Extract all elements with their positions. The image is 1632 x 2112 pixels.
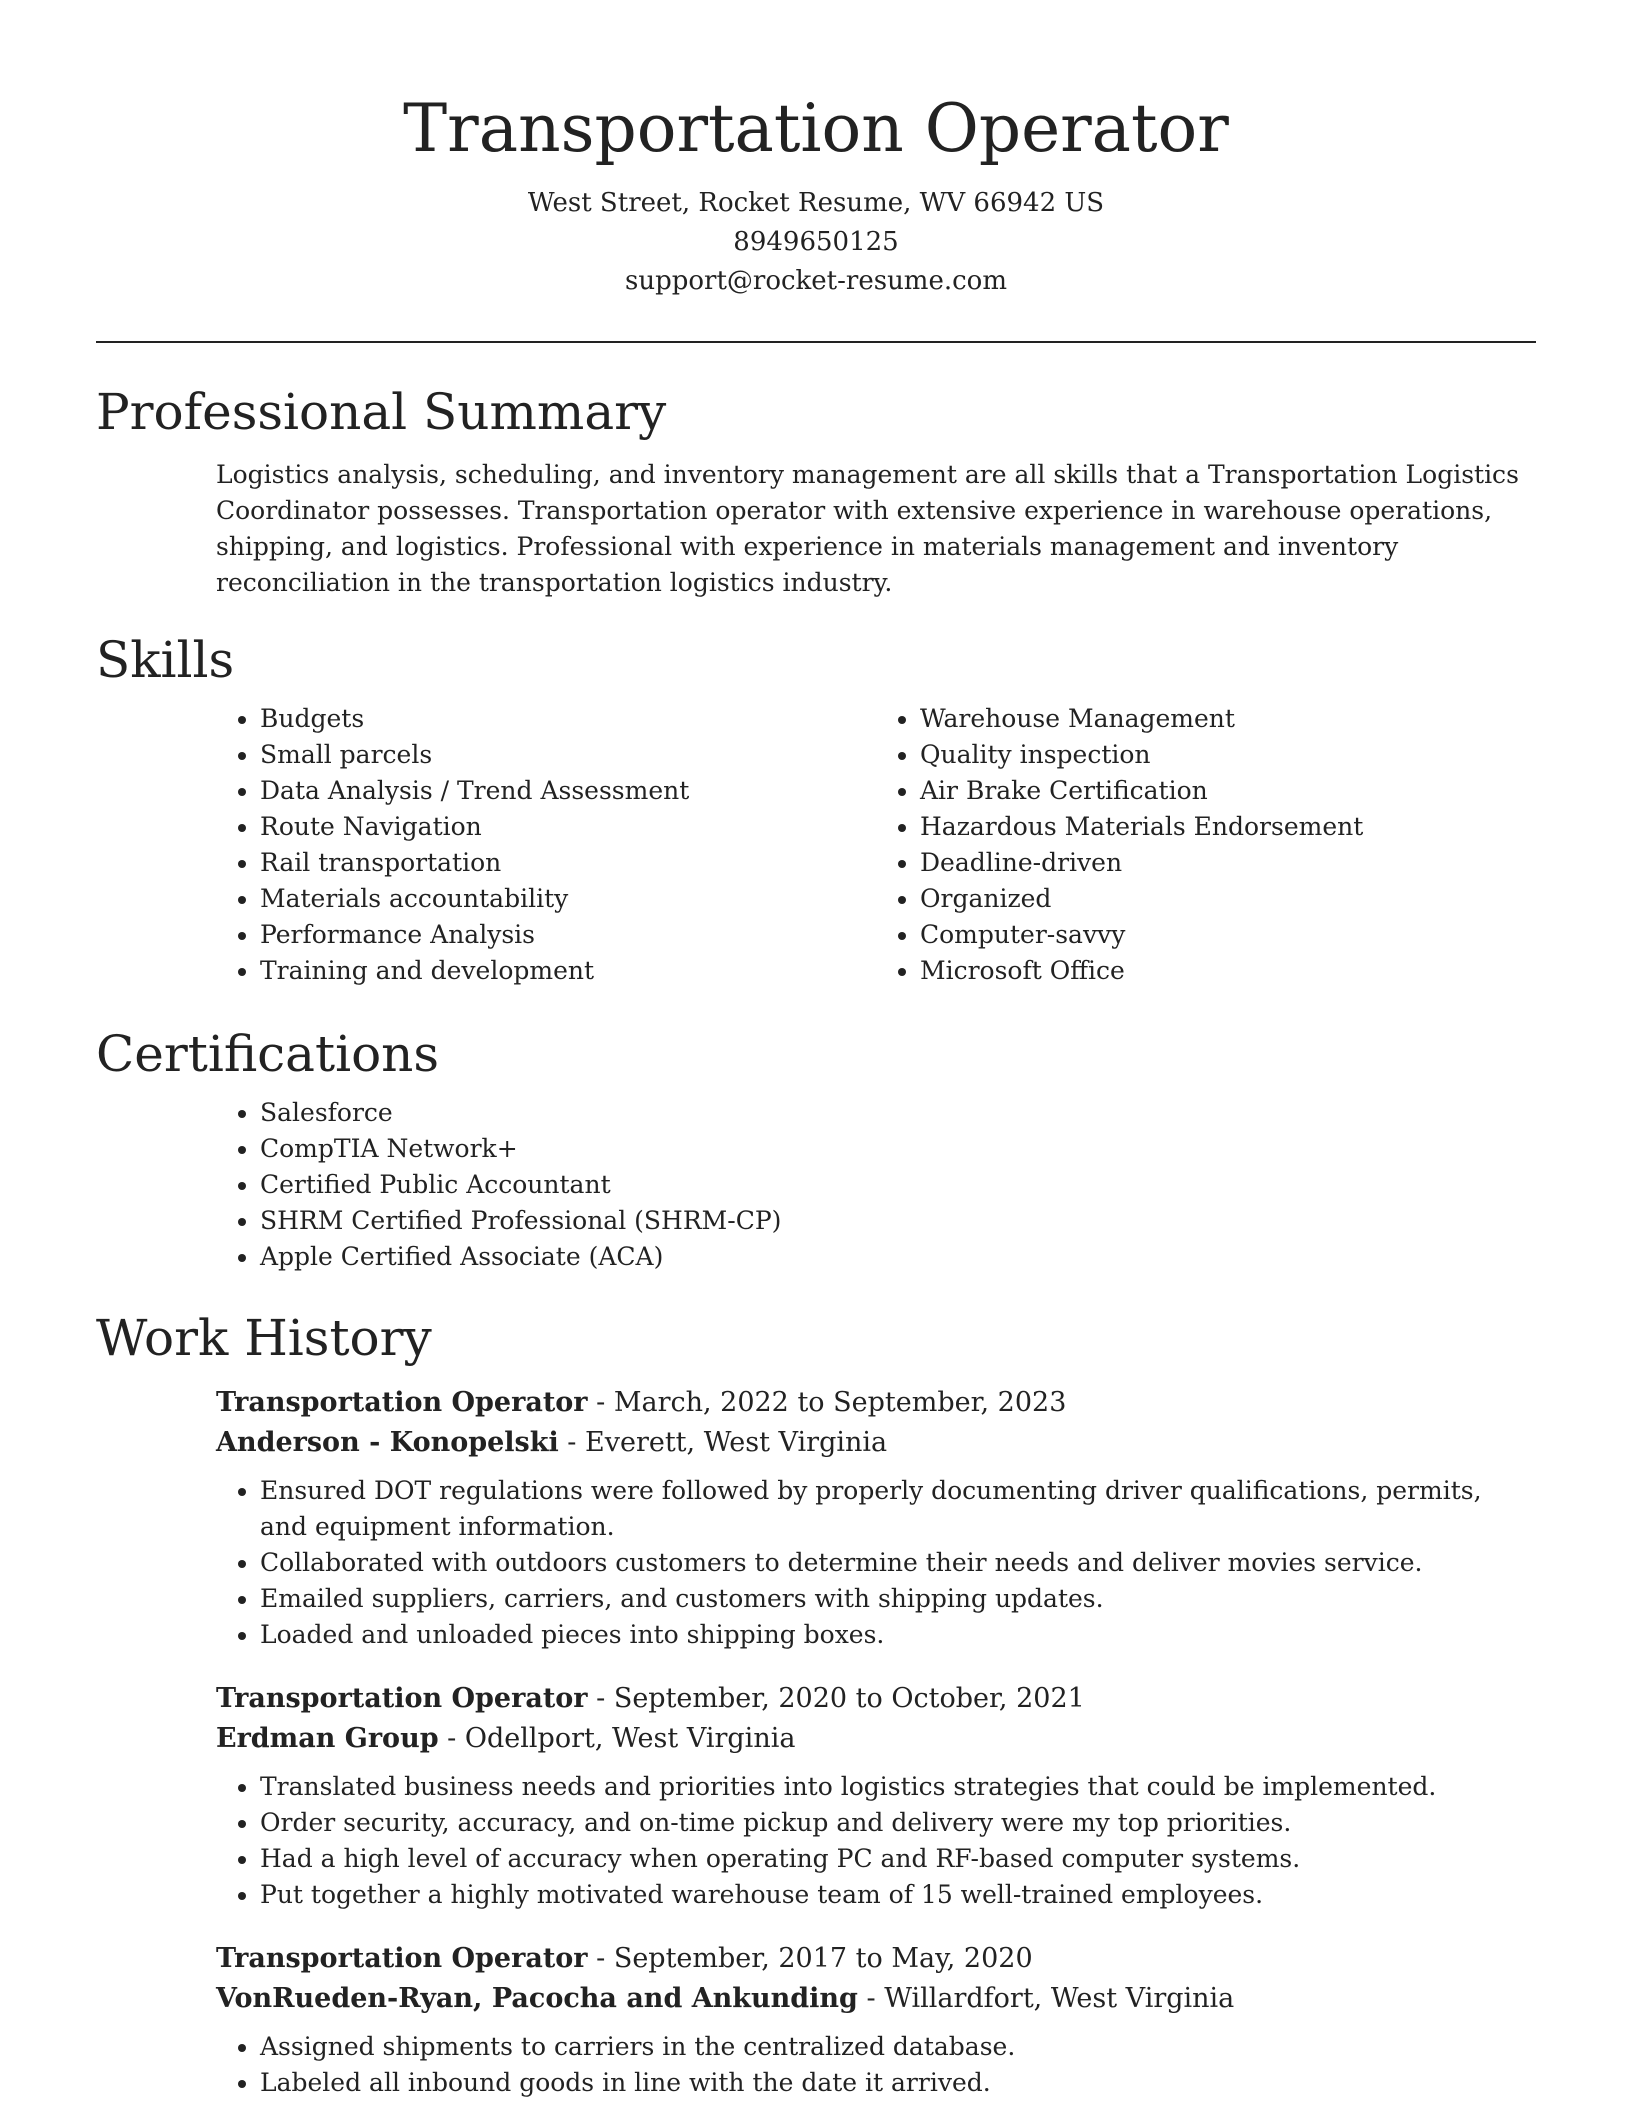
job-company: Erdman Group xyxy=(216,1723,439,1754)
skill-item: • Materials accountability xyxy=(260,881,876,917)
summary-text: Logistics analysis, scheduling, and inventory management are all skills that a Transportation Logistics Coordinator possesses. Transportation operator with extensive experience in warehouse operations, shipping, and logistics. Professional with experience in materials management and inventory reconciliation in the transportation logistics industry. xyxy=(216,460,1519,597)
job-dates: - September, 2020 to October, 2021 xyxy=(587,1683,1085,1714)
job-dates: - March, 2022 to September, 2023 xyxy=(587,1387,1067,1418)
skill-item: • Small parcels xyxy=(260,737,876,773)
skill-item: • Computer-savvy xyxy=(920,917,1536,953)
skills-heading: Skills xyxy=(96,631,235,689)
job-duty: • Assigned shipments to carriers in the centralized database. xyxy=(260,2029,1536,2065)
job-duty: • Translated business needs and priorities into logistics strategies that could be implemented. xyxy=(260,1769,1536,1805)
skills-section xyxy=(96,629,1536,989)
job-duty: • Labeled all inbound goods in line with the date it arrived. xyxy=(260,2065,1536,2101)
skill-item: • Microsoft Office xyxy=(920,953,1536,989)
job-role: Transportation Operator xyxy=(216,1943,588,1974)
skill-item: • Route Navigation xyxy=(260,809,876,845)
job-company-line xyxy=(216,1979,1536,2019)
certifications-list xyxy=(216,1095,1536,1275)
skill-item: • Budgets xyxy=(260,701,876,737)
job-title-line xyxy=(216,1939,1536,1979)
job-role: Transportation Operator xyxy=(216,1683,588,1714)
job-duty: • Loaded and unloaded pieces into shipping boxes. xyxy=(260,1617,1536,1653)
job-company: VonRueden-Ryan, Pacocha and Ankunding xyxy=(216,1983,858,2014)
skill-item: • Air Brake Certification xyxy=(920,773,1536,809)
skill-item: • Hazardous Materials Endorsement xyxy=(920,809,1536,845)
certification-item: • Certified Public Accountant xyxy=(260,1167,1536,1203)
certifications-heading: Certifications xyxy=(96,1025,440,1083)
work-history-section xyxy=(96,1307,1536,2112)
contact-phone: 8949650125 xyxy=(733,227,899,257)
skill-item: • Organized xyxy=(920,881,1536,917)
job-duty: • Emailed suppliers, carriers, and customers with shipping updates. xyxy=(260,1581,1536,1617)
header-divider xyxy=(96,341,1536,343)
candidate-name: Transportation Operator xyxy=(403,90,1229,167)
job-company-line xyxy=(216,1423,1536,1463)
skill-item: • Warehouse Management xyxy=(920,701,1536,737)
skills-columns xyxy=(216,701,1536,989)
work-history-heading: Work History xyxy=(96,1309,432,1367)
skill-item: • Performance Analysis xyxy=(260,917,876,953)
job-duty: • Put together a highly motivated warehouse team of 15 well-trained employees. xyxy=(260,1877,1536,1913)
contact-info xyxy=(0,184,1632,301)
skill-item: • Quality inspection xyxy=(920,737,1536,773)
job-entry xyxy=(216,1939,1536,2101)
job-company: Anderson - Konopelski xyxy=(216,1427,559,1458)
job-role: Transportation Operator xyxy=(216,1387,588,1418)
resume-header xyxy=(0,0,1632,301)
certification-item: • SHRM Certified Professional (SHRM-CP) xyxy=(260,1203,1536,1239)
job-company-line xyxy=(216,1719,1536,1759)
certifications-section xyxy=(96,1023,1536,1275)
skill-item: • Deadline-driven xyxy=(920,845,1536,881)
skill-item: • Rail transportation xyxy=(260,845,876,881)
skills-list-left xyxy=(216,701,876,989)
job-duties xyxy=(216,1473,1536,1653)
certification-item: • Apple Certified Associate (ACA) xyxy=(260,1239,1536,1275)
job-duties xyxy=(216,2029,1536,2101)
skill-item: • Training and development xyxy=(260,953,876,989)
contact-address: West Street, Rocket Resume, WV 66942 US xyxy=(527,188,1105,218)
summary-heading: Professional Summary xyxy=(96,383,667,441)
job-dates: - September, 2017 to May, 2020 xyxy=(587,1943,1033,1974)
summary-section xyxy=(96,381,1536,601)
certification-item: • Salesforce xyxy=(260,1095,1536,1131)
job-duty: • Order security, accuracy, and on-time pickup and delivery were my top priorities. xyxy=(260,1805,1536,1841)
job-location: - Everett, West Virginia xyxy=(558,1427,888,1458)
job-location: - Odellport, West Virginia xyxy=(438,1723,796,1754)
job-entry xyxy=(216,1383,1536,1653)
skills-list-right xyxy=(876,701,1536,989)
job-title-line xyxy=(216,1383,1536,1423)
skill-item: • Data Analysis / Trend Assessment xyxy=(260,773,876,809)
certifications-body xyxy=(216,1095,1536,1275)
job-title-line xyxy=(216,1679,1536,1719)
job-entry xyxy=(216,1679,1536,1913)
job-location: - Willardfort, West Virginia xyxy=(857,1983,1235,2014)
job-duties xyxy=(216,1769,1536,1913)
job-duty: • Had a high level of accuracy when operating PC and RF-based computer systems. xyxy=(260,1841,1536,1877)
job-duty: • Collaborated with outdoors customers to determine their needs and deliver movies service. xyxy=(260,1545,1536,1581)
job-duty: • Ensured DOT regulations were followed by properly documenting driver qualifications, permits, and equipment information. xyxy=(260,1473,1536,1545)
certification-item: • CompTIA Network+ xyxy=(260,1131,1536,1167)
contact-email: support@rocket-resume.com xyxy=(624,266,1007,296)
